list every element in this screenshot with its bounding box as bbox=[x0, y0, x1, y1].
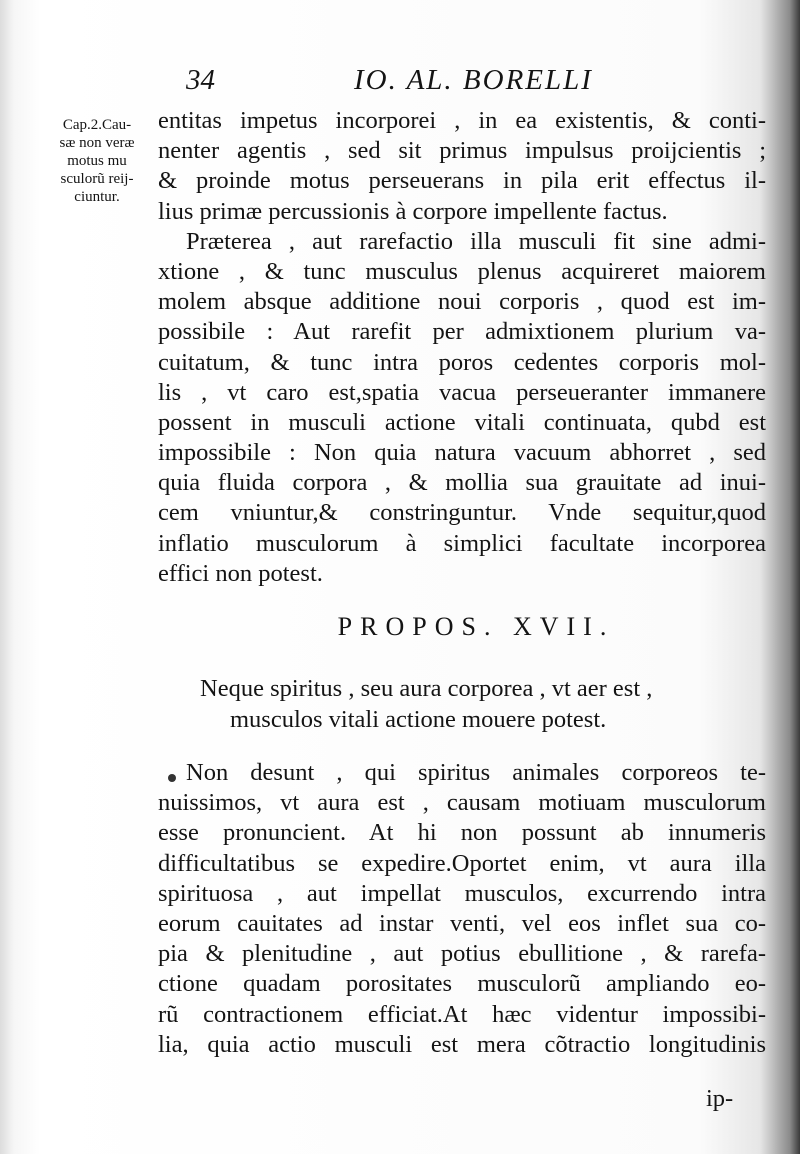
text-line: molem absque additione noui corporis , quod est im- bbox=[158, 288, 766, 316]
text-line: difficultatibus se expedire.Oportet enim, vt aura illa bbox=[158, 849, 766, 877]
text-line: xtione , & tunc musculus plenus acquireret maiorem bbox=[158, 257, 766, 285]
text-line: lius primæ percussionis à corpore impellente factus. bbox=[158, 197, 668, 225]
text-line: lis , vt caro est,spatia vacua perseueranter immanere bbox=[158, 378, 766, 406]
paragraph-1 bbox=[158, 106, 766, 227]
catchword: ip- bbox=[706, 1085, 734, 1112]
proposition-line: Neque spiritus , seu aura corporea , vt aer est , bbox=[200, 675, 653, 702]
page-header bbox=[0, 64, 800, 104]
proposition-line: musculos vitali actione mouere potest. bbox=[230, 706, 607, 733]
text-line: spirituosa , aut impellat musculos, excurrendo intra bbox=[158, 879, 766, 907]
margin-note-line: motus mu bbox=[67, 153, 127, 169]
text-line: & proinde motus perseuerans in pila erit effectus il- bbox=[158, 167, 766, 195]
text-line: possibile : Aut rarefit per admixtionem plurium va- bbox=[158, 318, 766, 346]
text-line: effici non potest. bbox=[158, 559, 323, 587]
section-heading: PROPOS. XVII. bbox=[337, 612, 615, 641]
margin-note bbox=[38, 116, 156, 206]
text-line: cem vniuntur,& constringuntur. Vnde sequitur,quod bbox=[158, 499, 766, 527]
text-line: eorum cauitates ad instar venti, vel eos inflet sua co- bbox=[158, 909, 766, 937]
text-line: cuitatum, & tunc intra poros cedentes corporis mol- bbox=[158, 348, 766, 376]
paragraph-2 bbox=[158, 227, 766, 589]
body-text bbox=[158, 106, 766, 589]
text-line: Non desunt , qui spiritus animales corporeos te- bbox=[186, 759, 766, 786]
text-line: rũ contractionem efficiat.At hæc videntur impossibi- bbox=[158, 1000, 766, 1028]
text-line: inflatio musculorum à simplici facultate incorporea bbox=[158, 529, 766, 557]
text-line: possent in musculi actione vitali continuata, qubd est bbox=[158, 408, 766, 436]
text-line: ctione quadam porositates musculorũ ampliando eo- bbox=[158, 970, 766, 998]
text-line: esse pronuncient. At hi non possunt ab innumeris bbox=[158, 819, 766, 847]
page-number: 34 bbox=[186, 64, 215, 96]
text-line: lia, quia actio musculi est mera cõtractio longitudinis bbox=[158, 1030, 766, 1058]
margin-note-line: ciuntur. bbox=[74, 189, 120, 205]
text-line: entitas impetus incorporei , in ea existentis, & conti- bbox=[158, 107, 766, 134]
proposition-statement bbox=[200, 673, 740, 735]
text-line: impossibile : Non quia natura vacuum abhorret , sed bbox=[158, 439, 766, 467]
margin-note-line: Cap.2.Cau- bbox=[62, 117, 132, 133]
paragraph-3 bbox=[158, 758, 766, 1060]
text-line: Præterea , aut rarefactio illa musculi fit sine admi- bbox=[186, 227, 766, 255]
running-head: IO. AL. BORELLI bbox=[354, 64, 593, 96]
text-line: nuissimos, vt aura est , causam motiuam musculorum bbox=[158, 789, 766, 817]
margin-note-line: sculorũ reij- bbox=[60, 171, 134, 187]
text-line: quia fluida corpora , & mollia sua grauitate ad inui- bbox=[158, 469, 766, 497]
text-line: nenter agentis , sed sit primus impulsus proijcientis ; bbox=[158, 137, 766, 165]
margin-note-line: sæ non veræ bbox=[59, 135, 135, 151]
text-line: pia & plenitudine , aut potius ebullitione , & rarefa- bbox=[158, 940, 766, 968]
